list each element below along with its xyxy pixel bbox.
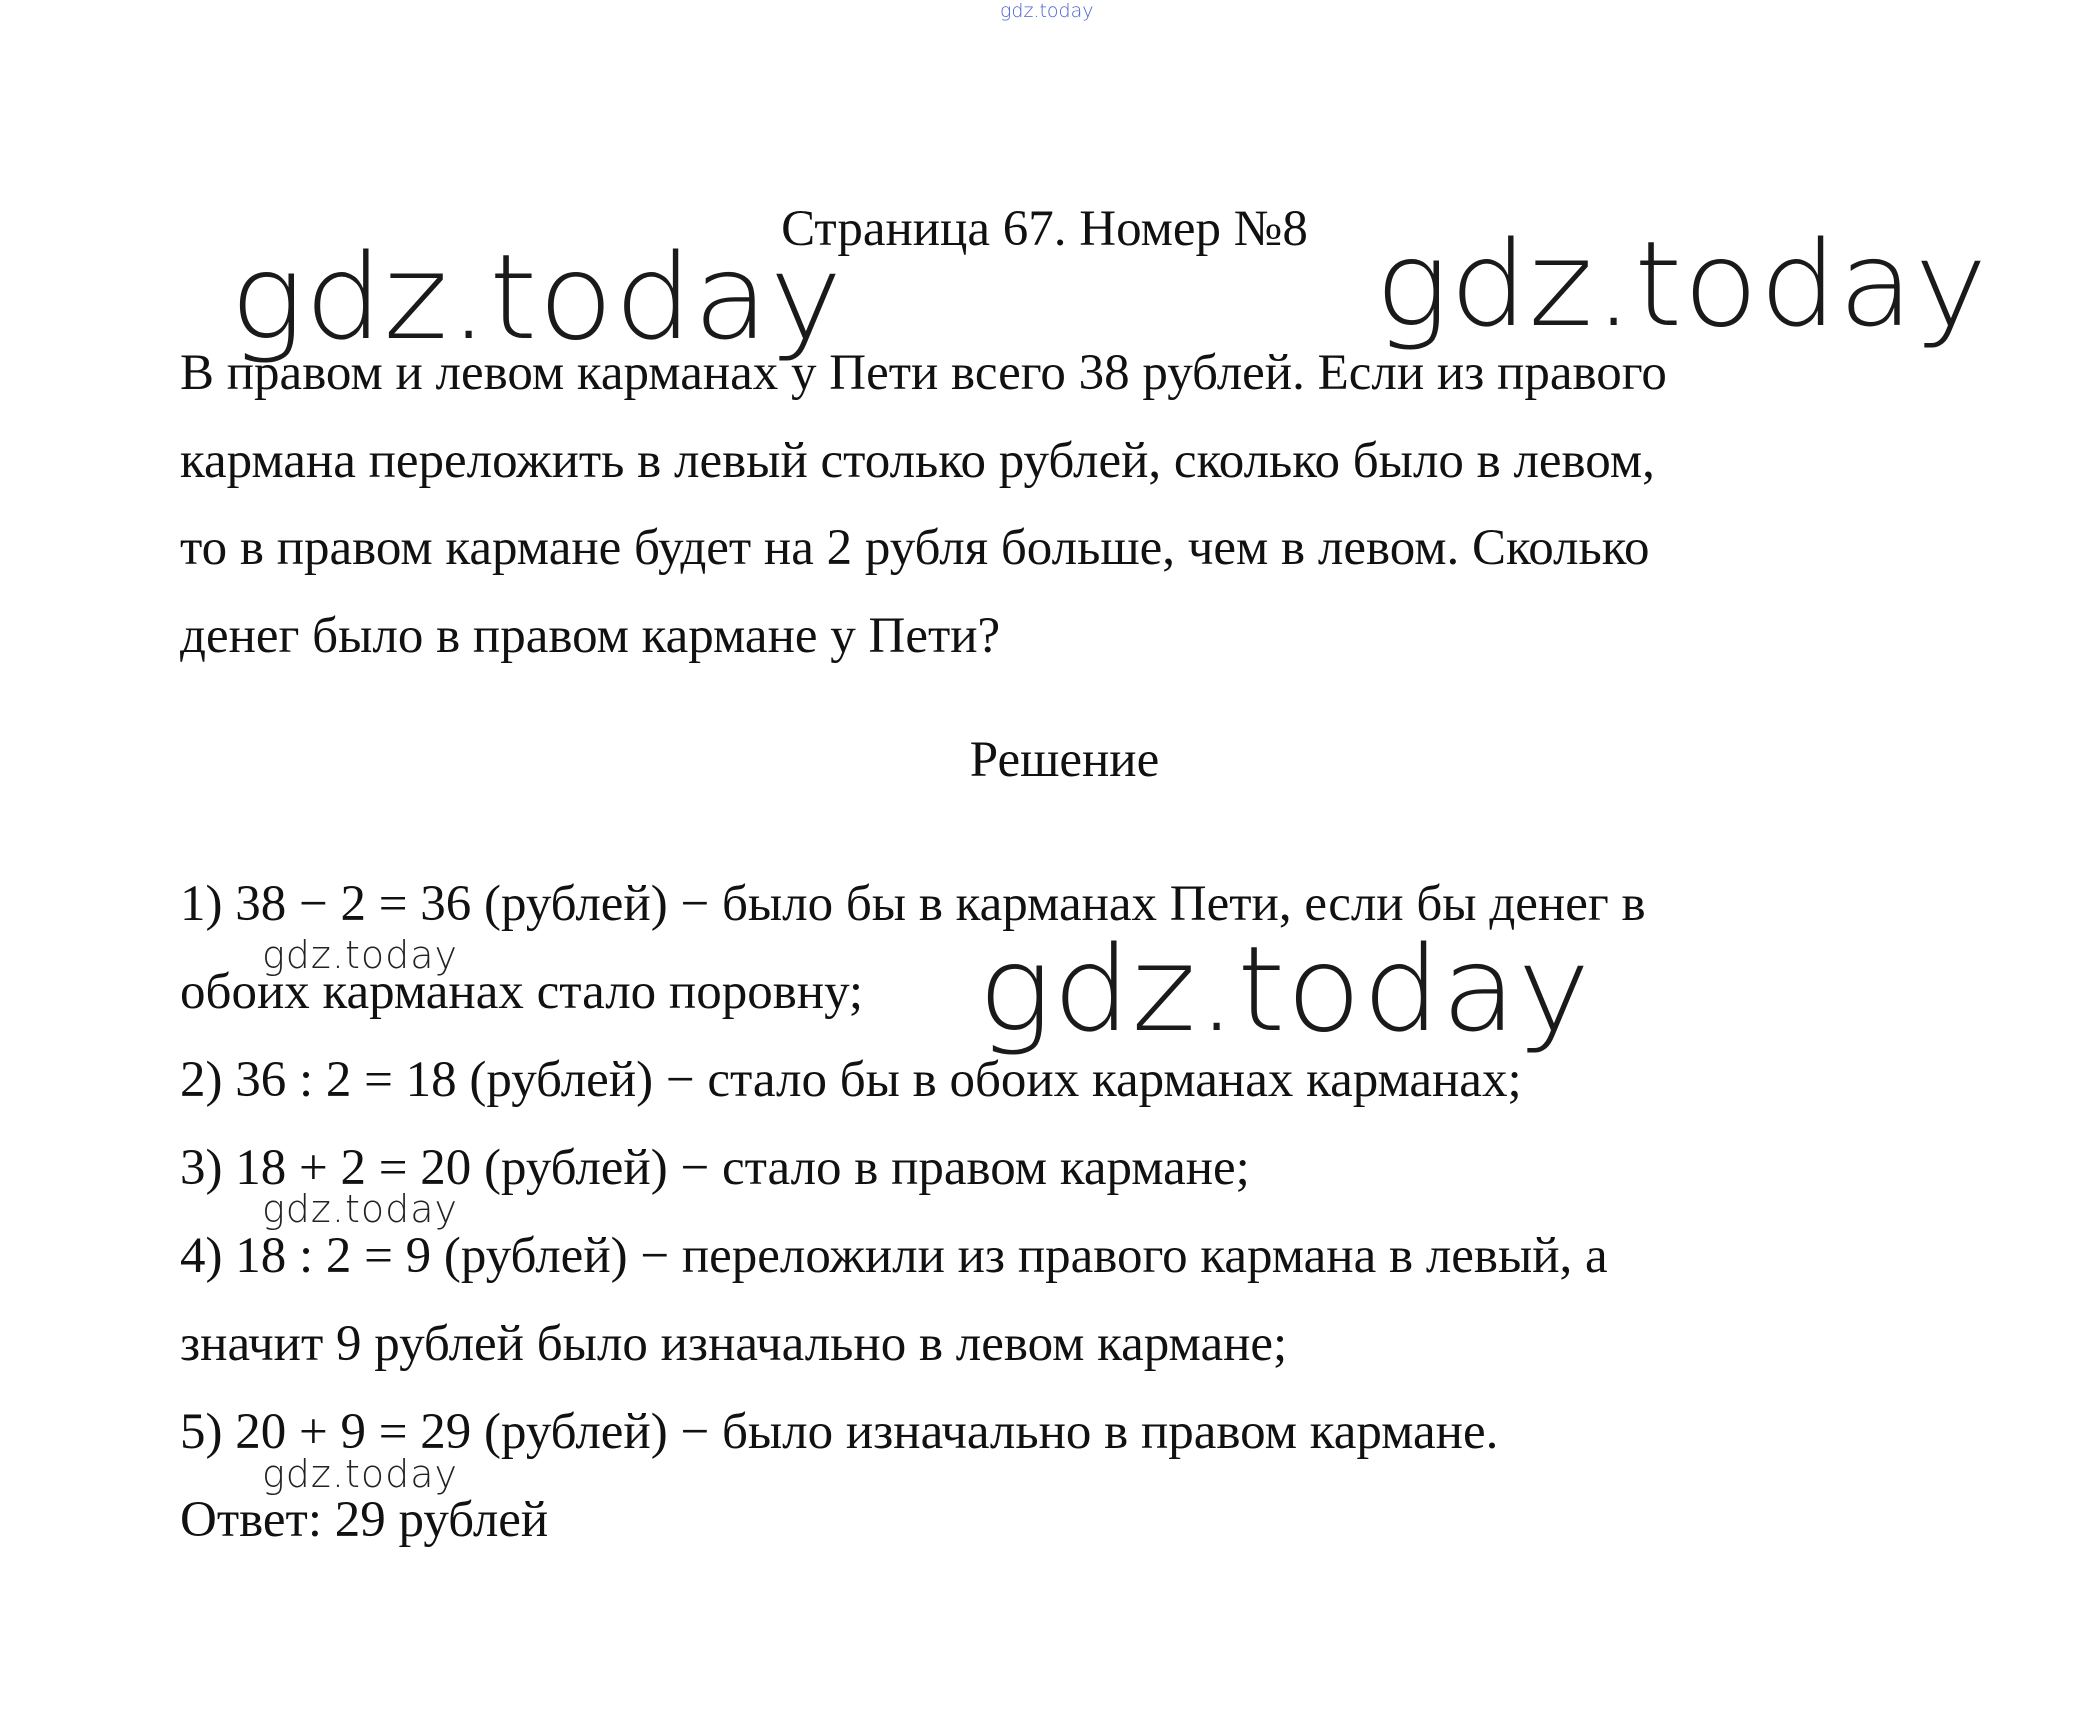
solution-heading: Решение	[969, 732, 1160, 788]
solution-step-1: 1) 38 − 2 = 36 (рублей) − было бы в карманах Пети, если бы денег в	[180, 876, 1646, 932]
watermark-top: gdz.today	[1000, 0, 1094, 22]
problem-text	[180, 330, 1940, 680]
answer-line: Ответ: 29 рублей	[180, 1492, 549, 1548]
page-title: Страница 67. Номер №8	[781, 201, 1308, 257]
watermark-small-2: gdz.today	[262, 1187, 458, 1231]
solution-step-4: 4) 18 : 2 = 9 (рублей) − переложили из правого кармана в левый, а	[180, 1228, 1608, 1284]
problem-line: В правом и левом карманах у Пети всего 38 рублей. Если из правого	[180, 345, 1667, 401]
solution-step-3: 3) 18 + 2 = 20 (рублей) − стало в правом кармане;	[180, 1140, 1250, 1196]
problem-line: денег было в правом кармане у Пети?	[180, 607, 1001, 664]
watermark-small-3: gdz.today	[262, 1452, 458, 1496]
solution-step-5: 5) 20 + 9 = 29 (рублей) − было изначально в правом кармане.	[180, 1404, 1499, 1460]
problem-line: то в правом кармане будет на 2 рубля больше, чем в левом. Сколько	[180, 520, 1650, 576]
watermark-large-left: gdz.today	[230, 228, 844, 366]
watermark-large-middle: gdz.today	[978, 920, 1592, 1058]
watermark-small-1: gdz.today	[262, 933, 458, 977]
solution-step-1-cont: обоих карманах стало поровну;	[180, 964, 864, 1020]
solution-step-2: 2) 36 : 2 = 18 (рублей) − стало бы в обоих карманах карманах;	[180, 1052, 1522, 1108]
watermark-large-right: gdz.today	[1375, 215, 1989, 353]
solution-step-4-cont: значит 9 рублей было изначально в левом кармане;	[180, 1316, 1288, 1372]
problem-line: кармана переложить в левый столько рублей, сколько было в левом,	[180, 432, 1655, 489]
